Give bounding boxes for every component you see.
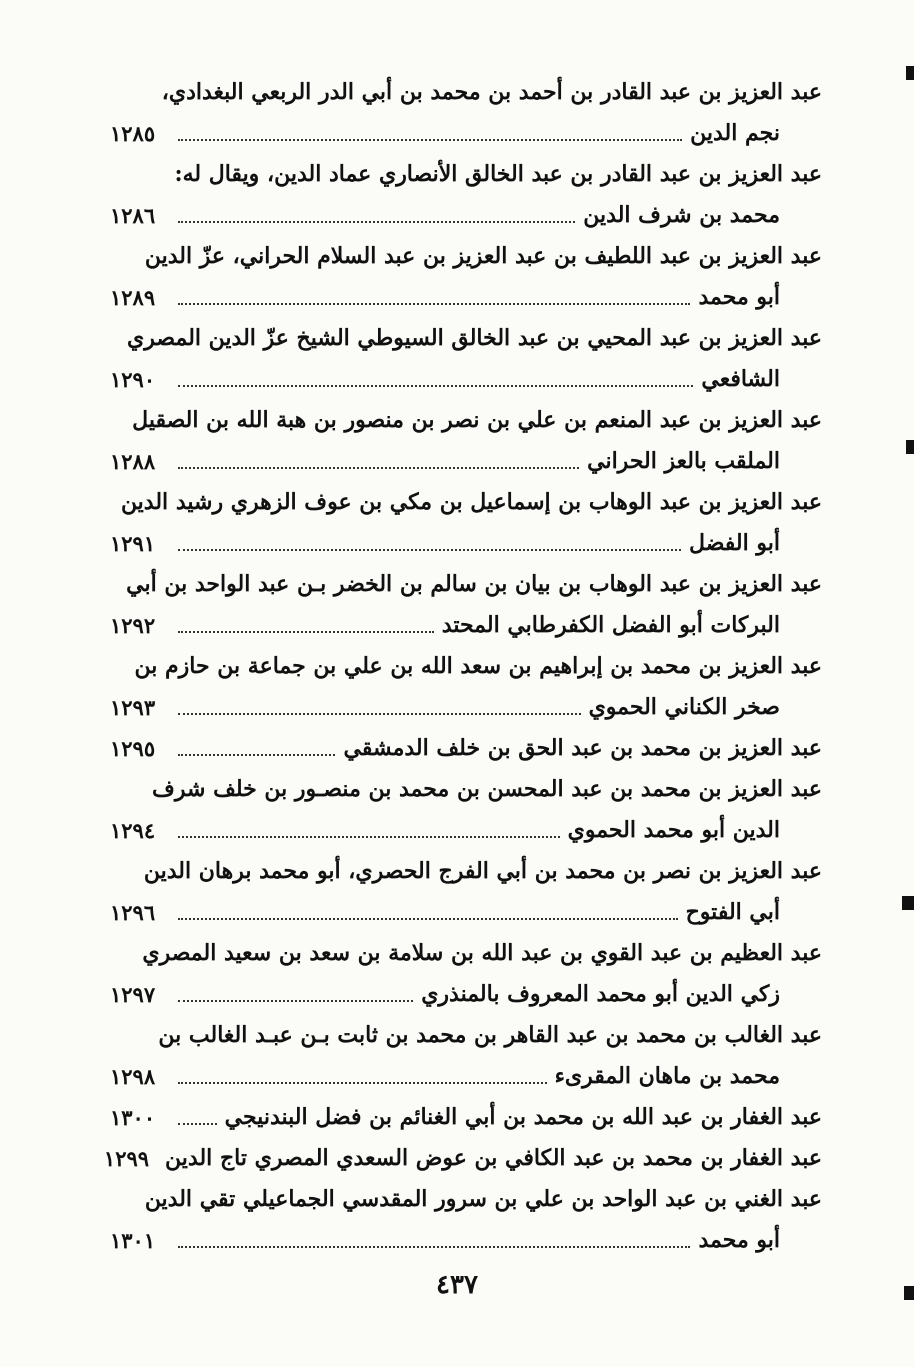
dot-leader <box>178 303 690 305</box>
entry-last-line <box>110 810 822 851</box>
entry-text-tail: أبو محمد <box>698 284 780 310</box>
entry-text-line: عبد العزيز بن عبد المحيي بن عبد الخالق السيوطي الشيخ عزّ الدين المصري <box>127 325 822 351</box>
dot-leader <box>178 139 682 141</box>
index-entry <box>110 318 822 400</box>
index-entry <box>110 933 822 1015</box>
entry-last-line <box>110 974 822 1015</box>
entry-number: ١٢٨٥ <box>110 121 156 146</box>
entry-number: ١٢٩٢ <box>110 613 156 638</box>
entry-text-line: عبد العزيز بن عبد القادر بن عبد الخالق الأنصاري عماد الدين، ويقال له: <box>174 161 822 187</box>
entry-text-tail: البركات أبو الفضل الكفرطابي المحتد <box>441 612 780 638</box>
entry-text-line: عبد العزيز بن نصر بن محمد بن أبي الفرج الحصري، أبو محمد برهان الدين <box>143 858 822 884</box>
entry-number: ١٢٩٨ <box>110 1064 156 1089</box>
index-entry <box>103 1138 822 1179</box>
entry-number: ١٣٠٠ <box>110 1105 156 1130</box>
dot-leader <box>178 1123 217 1125</box>
entry-last-line <box>110 1097 822 1138</box>
entry-text-tail: زكي الدين أبو محمد المعروف بالمنذري <box>421 981 780 1007</box>
entry-last-line <box>110 523 822 564</box>
entry-number: ١٢٩١ <box>110 531 156 556</box>
entry-number: ١٢٨٦ <box>110 203 156 228</box>
dot-leader <box>178 918 678 920</box>
dot-leader <box>178 1000 413 1002</box>
entry-text-line: عبد العزيز بن عبد اللطيف بن عبد العزيز بن عبد السلام الحراني، عزّ الدين <box>144 243 822 269</box>
index-entry <box>110 564 822 646</box>
entry-last-line <box>110 728 822 769</box>
entry-text-tail: أبو الفضل <box>689 530 780 556</box>
index-entry <box>110 728 822 769</box>
entry-text-line: عبد الغالب بن محمد بن عبد القاهر بن محمد بن ثابت بـن عبـد الغالب بن <box>158 1022 822 1048</box>
entry-text-tail: عبد العزيز بن محمد بن عبد الحق بن خلف الدمشقي <box>343 735 822 761</box>
index-entry <box>110 1097 822 1138</box>
entry-number: ١٢٨٩ <box>110 285 156 310</box>
dot-leader <box>178 549 681 551</box>
index-entry <box>110 769 822 851</box>
entry-text-tail: أبي الفتوح <box>685 899 780 925</box>
entry-last-line <box>103 1138 822 1179</box>
scan-mark <box>906 440 914 454</box>
entry-last-line <box>110 892 822 933</box>
entry-last-line <box>110 1056 822 1097</box>
entry-text-line: عبد العزيز بن عبد القادر بن أحمد بن محمد بن أبي الدر الربعي البغدادي، <box>161 79 822 105</box>
scan-mark <box>906 66 914 80</box>
entry-text-tail: الشافعي <box>701 366 780 392</box>
dot-leader <box>178 713 581 715</box>
entry-text-tail: صخر الكناني الحموي <box>588 694 780 720</box>
dot-leader <box>178 836 560 838</box>
entry-last-line <box>110 1220 822 1261</box>
entry-last-line <box>110 687 822 728</box>
index-entry <box>110 1015 822 1097</box>
entry-text-line: عبد العزيز بن محمد بن إبراهيم بن سعد الله بن علي بن جماعة بن حازم بن <box>134 653 822 679</box>
entry-text-tail: نجم الدين <box>690 120 780 146</box>
entry-number: ١٢٩٥ <box>110 736 156 761</box>
page-number: ٤٣٧ <box>436 1270 478 1300</box>
entry-text-tail: الملقب بالعز الحراني <box>587 448 780 474</box>
entry-text-line: عبد العزيز بن عبد المنعم بن علي بن نصر بن منصور بن هبة الله بن الصقيل <box>132 407 822 433</box>
entry-last-line <box>110 605 822 646</box>
dot-leader <box>178 221 575 223</box>
name-index-list <box>103 72 822 1261</box>
dot-leader <box>178 1082 547 1084</box>
entry-number: ١٢٩٤ <box>110 818 156 843</box>
entry-text-tail: محمد بن ماهان المقرىء <box>554 1063 780 1089</box>
entry-text-line: عبد الغني بن عبد الواحد بن علي بن سرور المقدسي الجماعيلي تقي الدين <box>144 1186 822 1212</box>
index-entry <box>110 400 822 482</box>
entry-last-line <box>110 359 822 400</box>
entry-text-line: عبد العظيم بن عبد القوي بن عبد الله بن سلامة بن سعد بن سعيد المصري <box>142 940 822 966</box>
entry-number: ١٢٩٧ <box>110 982 156 1007</box>
entry-number: ١٢٩٦ <box>110 900 156 925</box>
entry-number: ١٢٩٠ <box>110 367 156 392</box>
scan-mark <box>902 896 914 910</box>
entry-text-line: عبد العزيز بن عبد الوهاب بن إسماعيل بن مكي بن عوف الزهري رشيد الدين <box>120 489 822 515</box>
entry-text-tail: أبو محمد <box>698 1227 780 1253</box>
entry-text-tail: محمد بن شرف الدين <box>583 202 780 228</box>
entry-text-line: عبد العزيز بن محمد بن عبد المحسن بن محمد بن منصـور بن خلف شرف <box>152 776 822 802</box>
entry-number: ١٢٩٣ <box>110 695 156 720</box>
entry-last-line <box>110 277 822 318</box>
entry-last-line <box>110 113 822 154</box>
entry-text-tail: عبد الغفار بن عبد الله بن محمد بن أبي الغنائم بن فضل البندنيجي <box>224 1104 822 1130</box>
index-entry <box>110 851 822 933</box>
index-entry <box>110 154 822 236</box>
scan-mark <box>904 1286 914 1300</box>
dot-leader <box>178 631 434 633</box>
dot-leader <box>178 467 579 469</box>
entry-text-tail: عبد الغفار بن محمد بن عبد الكافي بن عوض السعدي المصري تاج الدين <box>165 1145 822 1171</box>
entry-last-line <box>110 195 822 236</box>
index-entry <box>110 72 822 154</box>
entry-text-tail: الدين أبو محمد الحموي <box>567 817 780 843</box>
index-entry <box>110 1179 822 1261</box>
index-entry <box>110 236 822 318</box>
entry-last-line <box>110 441 822 482</box>
index-entry <box>110 646 822 728</box>
entry-text-line: عبد العزيز بن عبد الوهاب بن بيان بن سالم بن الخضر بـن عبد الواحد بن أبي <box>126 571 822 597</box>
dot-leader <box>178 754 335 756</box>
entry-number: ١٢٩٩ <box>103 1146 150 1171</box>
dot-leader <box>178 1246 690 1248</box>
index-entry <box>110 482 822 564</box>
dot-leader <box>178 385 693 387</box>
entry-number: ١٣٠١ <box>110 1228 156 1253</box>
entry-number: ١٢٨٨ <box>110 449 156 474</box>
